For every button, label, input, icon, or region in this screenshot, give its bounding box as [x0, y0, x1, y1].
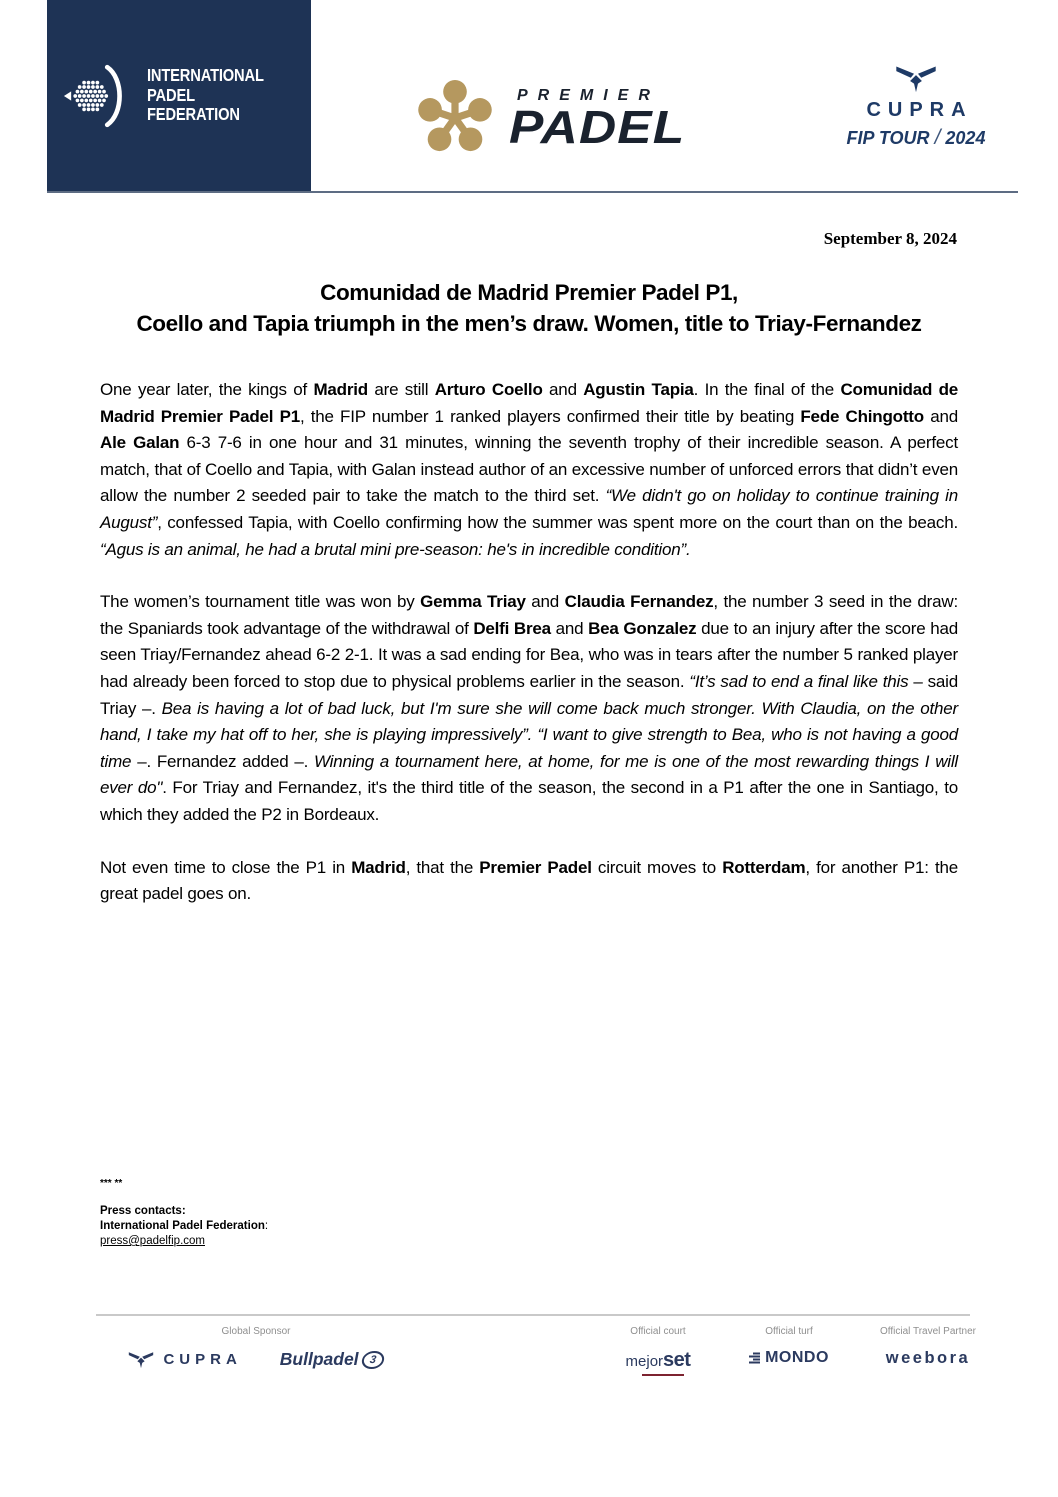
paragraph: One year later, the kings of Madrid are still Arturo Coello and Agustin Tapia. In the final of the Comunidad de Madrid Premier Padel P1, the FIP number 1 ranked players confirmed their title by beating Fede Chingotto and Ale Galan 6-3 7-6 in one hour and 31 minutes, winning the seventh trophy of their incredible season. A perfect match, that of Coello and Tapia, with Galan instead author of an excessive number of unforced errors that didn’t even allow the number 2 seeded pair to take the match to the third set. “We didn't go on holiday to continue training in August”, confessed Tapia, with Coello confirming how the summer was spent more on the court than on the beach. “Agus is an animal, he had a brutal mini pre-season: he's in incredible condition”.: [100, 380, 959, 559]
bullpadel-logo: [280, 1349, 384, 1370]
paragraph: Not even time to close the P1 in Madrid, that the Premier Padel circuit moves to Rotterdam, for another P1: the great padel goes on.: [100, 857, 959, 904]
premier-padel-flower-icon: [413, 76, 497, 160]
mejorset-logo: [626, 1349, 691, 1376]
press-contacts-label: Press contacts:: [100, 1205, 186, 1217]
ipf-word-1: INTERNATIONAL: [147, 65, 264, 86]
press-contacts-block: [100, 1176, 268, 1249]
fip-tour-slash: /: [934, 126, 941, 149]
cupra-emblem-icon: [895, 64, 937, 94]
press-contacts-email-line: [100, 1234, 268, 1249]
official-turf-label: Official turf: [765, 1326, 813, 1337]
cupra-footer-logo: [128, 1351, 241, 1369]
mondo-text: MONDO: [765, 1349, 829, 1366]
cupra-footer-text: CUPRA: [163, 1351, 242, 1368]
press-email-link[interactable]: press@padelfip.com: [100, 1235, 205, 1247]
mondo-logo: [749, 1349, 829, 1367]
article-body: [100, 377, 958, 934]
press-contacts-org: [100, 1219, 268, 1234]
fip-tour-text: FIP TOUR: [846, 127, 930, 148]
cupra-footer-emblem-icon: [128, 1351, 154, 1369]
mejorset-text-1: mejor: [625, 1353, 664, 1370]
org-colon: :: [264, 1220, 269, 1232]
premier-padel-wordmark: [509, 87, 686, 153]
official-travel-label: Official Travel Partner: [880, 1326, 976, 1337]
org-name: International Padel Federation: [100, 1220, 265, 1232]
mejorset-subline: [642, 1374, 684, 1376]
mondo-stripes-icon: [749, 1352, 761, 1364]
global-sponsor-group: [96, 1326, 416, 1370]
title-line-1: Comunidad de Madrid Premier Padel P1,: [320, 280, 738, 305]
title-line-2: Coello and Tapia triumph in the men’s draw. Women, title to Triay-Fernandez: [136, 311, 922, 336]
ipf-wordmark: [147, 66, 264, 125]
premier-padel-logo: [413, 76, 686, 160]
fip-tour-wordmark: [847, 126, 986, 150]
cupra-wordmark: CUPRA: [866, 99, 973, 121]
separator-stars: *** **: [100, 1178, 123, 1189]
ipf-ball-icon: [61, 62, 139, 130]
official-court-label: Official court: [630, 1326, 686, 1337]
ipf-dots: [73, 80, 108, 110]
document-title: [0, 277, 1058, 339]
official-court-group: [598, 1326, 718, 1376]
global-sponsor-label: Global Sponsor: [221, 1326, 291, 1337]
bullpadel-badge-icon: 3: [360, 1351, 385, 1369]
padel-word: PADEL: [509, 101, 686, 153]
mejorset-text-2: set: [663, 1349, 691, 1371]
ipf-word-3: FEDERATION: [147, 104, 240, 125]
fip-tour-year: 2024: [945, 127, 986, 148]
document-date: September 8, 2024: [823, 229, 957, 248]
ipf-word-2: PADEL: [147, 84, 195, 105]
official-travel-group: [866, 1326, 990, 1368]
bullpadel-text: Bullpadel: [279, 1349, 359, 1369]
premier-word: PREMIER: [517, 87, 660, 104]
ipf-logo: [47, 0, 311, 191]
sponsor-footer: [0, 1310, 1058, 1400]
paragraph: The women’s tournament title was won by Gemma Triay and Claudia Fernandez, the number 3 seed in the draw: the Spaniards took advantage of the withdrawal of Delfi Brea and Bea Gonzalez due to an injury after the score had seen Triay/Fernandez ahead 6-2 2-1. It was a sad ending for Bea, who was in tears after the number 5 ranked player had already been forced to stop due to physical problems earlier in the season. “It’s sad to end a final like this – said Triay –. Bea is having a lot of bad luck, but I'm sure she will come back much stronger. With Claudia, on the other hand, I take my hat off to her, she is playing impressively”. “I want to give strength to Bea, who is not having a good time –. Fernandez added –. Winning a tournament here, at home, for me is one of the most rewarding things I will ever do". For Triay and Fernandez, it's the third title of the season, the second in a P1 after the one in Santiago, to which they added the P2 in Bordeaux.: [100, 592, 958, 824]
weebora-logo: weebora: [885, 1349, 971, 1367]
header-divider: [47, 191, 1018, 193]
footer-divider: [96, 1314, 970, 1316]
official-turf-group: [729, 1326, 849, 1367]
cupra-fip-tour-logo: [840, 64, 992, 150]
